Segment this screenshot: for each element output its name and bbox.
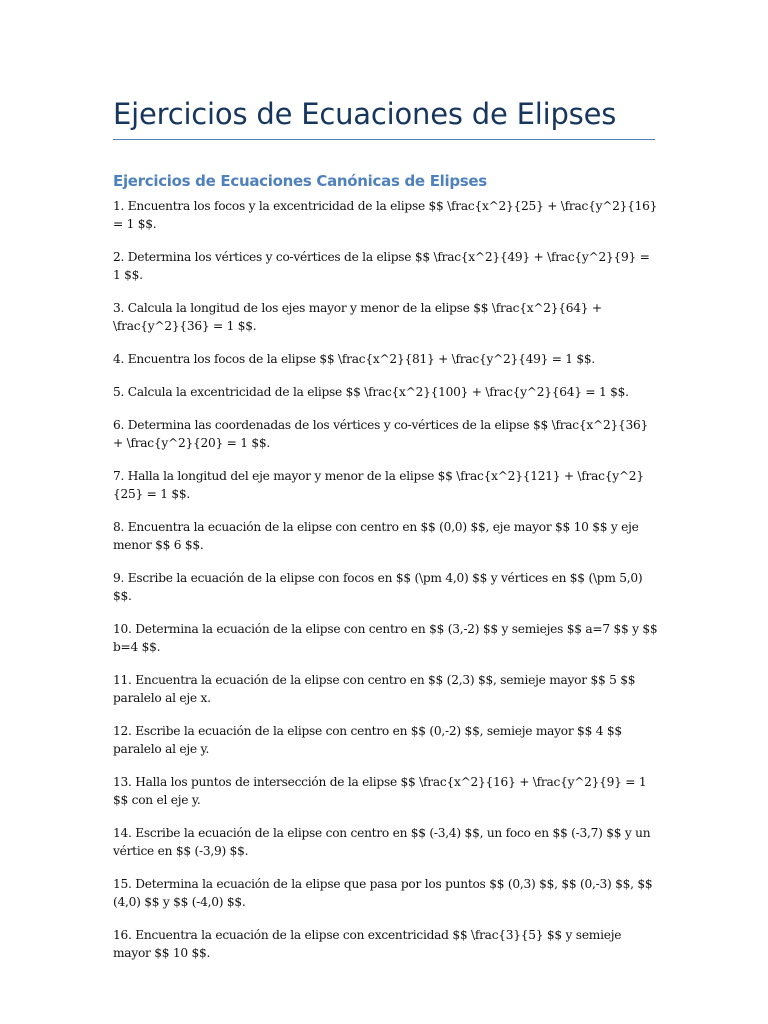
exercise-item: 3. Calcula la longitud de los ejes mayor y menor de la elipse $$ \frac{x^2}{64} + \frac{y^2}{36} = 1 $$. [113,301,602,333]
exercise-item: 14. Escribe la ecuación de la elipse con centro en $$ (-3,4) $$, un foco en $$ (-3,7) $$ y un vértice en $$ (-3,9) $$. [113,826,651,858]
exercise-item: 9. Escribe la ecuación de la elipse con focos en $$ (\pm 4,0) $$ y vértices en $$ (\pm 5,0) $$. [113,571,643,603]
section-heading: Ejercicios de Ecuaciones Canónicas de Elipses [113,172,487,190]
document-title: Ejercicios de Ecuaciones de Elipses [113,97,617,131]
exercise-item: 13. Halla los puntos de intersección de la elipse $$ \frac{x^2}{16} + \frac{y^2}{9} = 1 $$ con el eje y. [113,775,647,807]
exercise-item: 12. Escribe la ecuación de la elipse con centro en $$ (0,-2) $$, semieje mayor $$ 4 $$ paralelo al eje y. [113,724,622,756]
exercise-item: 10. Determina la ecuación de la elipse con centro en $$ (3,-2) $$ y semiejes $$ a=7 $$ y $$ b=4 $$. [113,622,658,654]
exercise-item: 11. Encuentra la ecuación de la elipse con centro en $$ (2,3) $$, semieje mayor $$ 5 $$ paralelo al eje x. [113,673,636,705]
document-page [113,0,658,977]
exercise-item: 8. Encuentra la ecuación de la elipse con centro en $$ (0,0) $$, eje mayor $$ 10 $$ y eje menor $$ 6 $$. [113,520,639,552]
exercise-item: 4. Encuentra los focos de la elipse $$ \frac{x^2}{81} + \frac{y^2}{49} = 1 $$. [113,352,596,366]
exercise-item: 15. Determina la ecuación de la elipse que pasa por los puntos $$ (0,3) $$, $$ (0,-3) $$, $$ (4,0) $$ y $$ (-4,0) $$. [113,877,653,909]
exercise-item: 1. Encuentra los focos y la excentricidad de la elipse $$ \frac{x^2}{25} + \frac{y^2}{16} = 1 $$. [113,199,658,231]
exercise-item: 6. Determina las coordenadas de los vértices y co-vértices de la elipse $$ \frac{x^2}{36} + \frac{y^2}{20} = 1 $$. [113,418,648,450]
exercise-item: 7. Halla la longitud del eje mayor y menor de la elipse $$ \frac{x^2}{121} + \frac{y^2}{25} = 1 $$. [113,469,644,501]
exercise-item: 16. Encuentra la ecuación de la elipse con excentricidad $$ \frac{3}{5} $$ y semieje mayor $$ 10 $$. [113,928,622,960]
title-underline [113,139,655,140]
exercise-item: 5. Calcula la excentricidad de la elipse $$ \frac{x^2}{100} + \frac{y^2}{64} = 1 $$. [113,385,629,399]
exercise-list [113,197,658,962]
exercise-item: 2. Determina los vértices y co-vértices de la elipse $$ \frac{x^2}{49} + \frac{y^2}{9} = 1 $$. [113,250,650,282]
